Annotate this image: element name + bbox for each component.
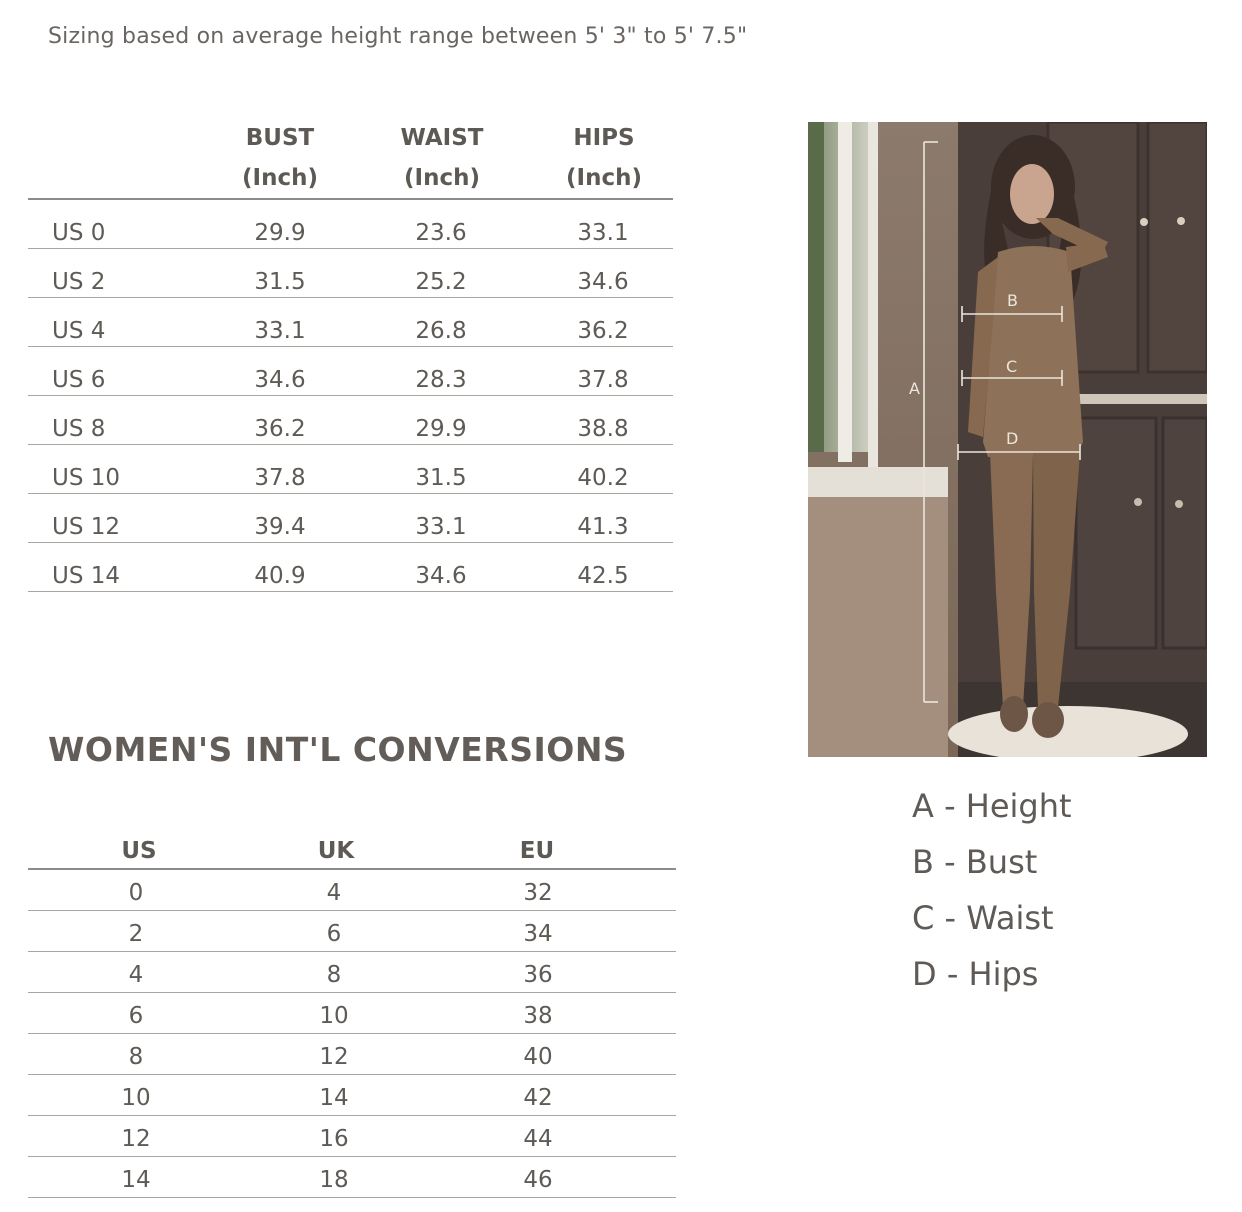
size-cell: US 2 xyxy=(52,269,106,295)
bust-cell: 33.1 xyxy=(254,318,306,344)
table-row xyxy=(28,396,673,445)
measurement-table-header xyxy=(28,112,673,200)
eu-cell: 46 xyxy=(523,1167,553,1193)
header-us: US xyxy=(121,838,157,864)
header-uk: UK xyxy=(317,838,355,864)
model-photo-illustration xyxy=(808,122,1207,757)
uk-cell: 18 xyxy=(319,1167,349,1193)
table-row xyxy=(28,347,673,396)
table-row xyxy=(28,952,676,993)
uk-cell: 4 xyxy=(326,880,342,906)
eu-cell: 36 xyxy=(523,962,553,988)
table-row xyxy=(28,1075,676,1116)
us-cell: 4 xyxy=(128,962,144,988)
table-row xyxy=(28,543,673,592)
header-eu: EU xyxy=(519,838,555,864)
size-cell: US 14 xyxy=(52,563,121,589)
table-row xyxy=(28,1116,676,1157)
conversions-title: WOMEN'S INT'L CONVERSIONS xyxy=(48,730,628,769)
eu-cell: 40 xyxy=(523,1044,553,1070)
marker-b: B xyxy=(1007,291,1018,310)
us-cell: 14 xyxy=(121,1167,151,1193)
uk-cell: 12 xyxy=(319,1044,349,1070)
table-row xyxy=(28,993,676,1034)
table-row xyxy=(28,445,673,494)
eu-cell: 42 xyxy=(523,1085,553,1111)
table-row xyxy=(28,1034,676,1075)
size-cell: US 6 xyxy=(52,367,106,393)
uk-cell: 16 xyxy=(319,1126,349,1152)
waist-cell: 26.8 xyxy=(415,318,467,344)
waist-cell: 29.9 xyxy=(415,416,467,442)
size-cell: US 8 xyxy=(52,416,106,442)
bust-cell: 37.8 xyxy=(254,465,306,491)
legend-height: A - Height xyxy=(912,787,1072,825)
bust-cell: 36.2 xyxy=(254,416,306,442)
bust-cell: 29.9 xyxy=(254,220,306,246)
hips-cell: 41.3 xyxy=(577,514,629,540)
measurement-table xyxy=(28,112,673,592)
table-row xyxy=(28,200,673,249)
header-hips-unit: (Inch) xyxy=(566,165,642,191)
waist-cell: 31.5 xyxy=(415,465,467,491)
conversion-table-header xyxy=(28,832,676,870)
size-cell: US 0 xyxy=(52,220,106,246)
eu-cell: 44 xyxy=(523,1126,553,1152)
model-photo xyxy=(808,122,1207,757)
us-cell: 6 xyxy=(128,1003,144,1029)
legend-waist: C - Waist xyxy=(912,899,1054,937)
header-bust-unit: (Inch) xyxy=(242,165,318,191)
hips-cell: 36.2 xyxy=(577,318,629,344)
us-cell: 8 xyxy=(128,1044,144,1070)
legend-hips: D - Hips xyxy=(912,955,1039,993)
hips-cell: 42.5 xyxy=(577,563,629,589)
hips-cell: 40.2 xyxy=(577,465,629,491)
eu-cell: 38 xyxy=(523,1003,553,1029)
bust-cell: 31.5 xyxy=(254,269,306,295)
waist-cell: 25.2 xyxy=(415,269,467,295)
size-cell: US 10 xyxy=(52,465,121,491)
uk-cell: 10 xyxy=(319,1003,349,1029)
bust-cell: 39.4 xyxy=(254,514,306,540)
marker-c: C xyxy=(1006,357,1018,376)
table-row xyxy=(28,494,673,543)
uk-cell: 6 xyxy=(326,921,342,947)
uk-cell: 8 xyxy=(326,962,342,988)
hips-cell: 34.6 xyxy=(577,269,629,295)
size-cell: US 4 xyxy=(52,318,106,344)
waist-cell: 23.6 xyxy=(415,220,467,246)
hips-cell: 33.1 xyxy=(577,220,629,246)
sizing-note: Sizing based on average height range between 5' 3" to 5' 7.5" xyxy=(48,24,748,49)
uk-cell: 14 xyxy=(319,1085,349,1111)
marker-a: A xyxy=(909,379,920,398)
table-row xyxy=(28,249,673,298)
header-waist-unit: (Inch) xyxy=(404,165,480,191)
table-row xyxy=(28,911,676,952)
header-waist xyxy=(372,118,512,198)
us-cell: 12 xyxy=(121,1126,151,1152)
hips-cell: 37.8 xyxy=(577,367,629,393)
header-waist-label: WAIST xyxy=(400,125,484,151)
table-row xyxy=(28,870,676,911)
us-cell: 0 xyxy=(128,880,144,906)
header-bust-label: BUST xyxy=(245,125,315,151)
header-bust xyxy=(210,118,350,198)
header-hips-label: HIPS xyxy=(573,125,635,151)
eu-cell: 34 xyxy=(523,921,553,947)
waist-cell: 33.1 xyxy=(415,514,467,540)
size-cell: US 12 xyxy=(52,514,121,540)
table-row xyxy=(28,1157,676,1198)
bust-cell: 40.9 xyxy=(254,563,306,589)
eu-cell: 32 xyxy=(523,880,553,906)
legend-bust: B - Bust xyxy=(912,843,1038,881)
conversion-table xyxy=(28,832,676,1198)
bust-cell: 34.6 xyxy=(254,367,306,393)
measurement-legend xyxy=(912,784,1072,1008)
us-cell: 2 xyxy=(128,921,144,947)
hips-cell: 38.8 xyxy=(577,416,629,442)
waist-cell: 28.3 xyxy=(415,367,467,393)
table-row xyxy=(28,298,673,347)
marker-d: D xyxy=(1006,429,1019,448)
header-hips xyxy=(534,118,674,198)
us-cell: 10 xyxy=(121,1085,151,1111)
waist-cell: 34.6 xyxy=(415,563,467,589)
